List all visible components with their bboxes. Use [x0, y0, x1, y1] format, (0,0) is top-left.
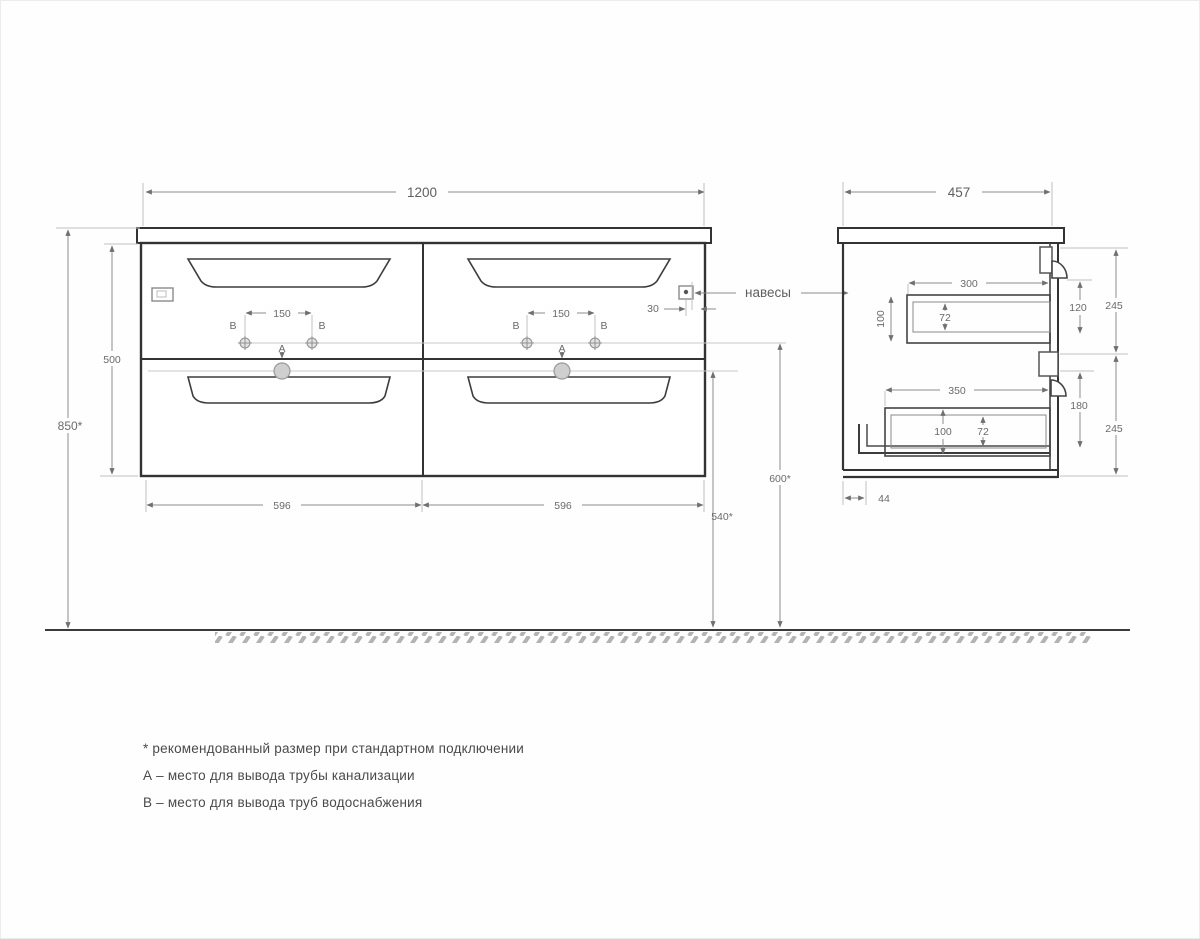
bracket-top — [1040, 247, 1052, 273]
label-b-3: B — [512, 320, 520, 332]
note-recommended-size: * рекомендованный размер при стандартном подключении — [143, 741, 525, 756]
note-point-a: А – место для вывода трубы канализации — [143, 768, 415, 783]
dim-top-section-height: 245 — [1105, 300, 1123, 312]
dim-drain-height: 540* — [711, 511, 733, 523]
label-b-2: B — [318, 320, 326, 332]
dim-bottom-drawer-clearance: 72 — [977, 426, 989, 438]
drain-point-left — [274, 363, 290, 379]
label-b-4: B — [600, 320, 608, 332]
bracket-mid — [1039, 352, 1058, 376]
dim-faucet-span-left: 150 — [273, 308, 291, 320]
hook-mid-icon — [1051, 380, 1066, 396]
dim-bottom-section-height: 245 — [1105, 423, 1123, 435]
handle-top-right — [468, 259, 670, 287]
hanger-right-dot — [684, 290, 688, 294]
ground-line — [45, 630, 1130, 643]
handle-bottom-right — [468, 377, 670, 403]
dim-hanger-offset: 30 — [647, 303, 659, 315]
dim-faucet-span-right: 150 — [552, 308, 570, 320]
dim-plinth-offset: 44 — [878, 493, 890, 505]
countertop-front — [137, 228, 711, 243]
hanger-left-icon — [152, 288, 173, 301]
handle-top-left — [188, 259, 390, 287]
plinth-inner — [867, 424, 1050, 446]
dim-hanger-drop: 120 — [1069, 302, 1087, 314]
dim-depth-total: 457 — [947, 185, 971, 200]
dim-bracket-span: 180 — [1070, 400, 1088, 412]
dim-bottom-drawer-height: 100 — [934, 426, 952, 438]
hook-top-icon — [1052, 261, 1067, 278]
dim-width-total: 1200 — [406, 185, 438, 200]
dim-bottom-drawer-depth: 350 — [948, 385, 966, 397]
ground-hatching — [215, 632, 1092, 643]
side-view — [838, 228, 1067, 478]
note-point-b: В – место для вывода труб водоснабжения — [143, 795, 423, 810]
hangers-label: навесы — [745, 285, 791, 300]
countertop-side — [838, 228, 1064, 243]
label-a-right: A — [558, 343, 566, 355]
dim-drawer-width-right: 596 — [554, 500, 572, 512]
drawer-top-inner — [913, 302, 1050, 332]
label-b-1: B — [229, 320, 237, 332]
front-view — [137, 228, 711, 476]
dim-supply-height: 600* — [769, 473, 791, 485]
drain-point-right — [554, 363, 570, 379]
dim-top-drawer-depth: 300 — [960, 278, 978, 290]
dim-cabinet-height: 500 — [103, 354, 121, 366]
dim-drawer-width-left: 596 — [273, 500, 291, 512]
drawer-bottom-inner — [891, 415, 1046, 448]
handle-bottom-left — [188, 377, 390, 403]
dim-height-total: 850* — [57, 419, 83, 433]
dim-top-drawer-height: 100 — [875, 310, 887, 328]
label-a-left: A — [278, 343, 286, 355]
dim-top-drawer-clearance: 72 — [939, 312, 951, 324]
